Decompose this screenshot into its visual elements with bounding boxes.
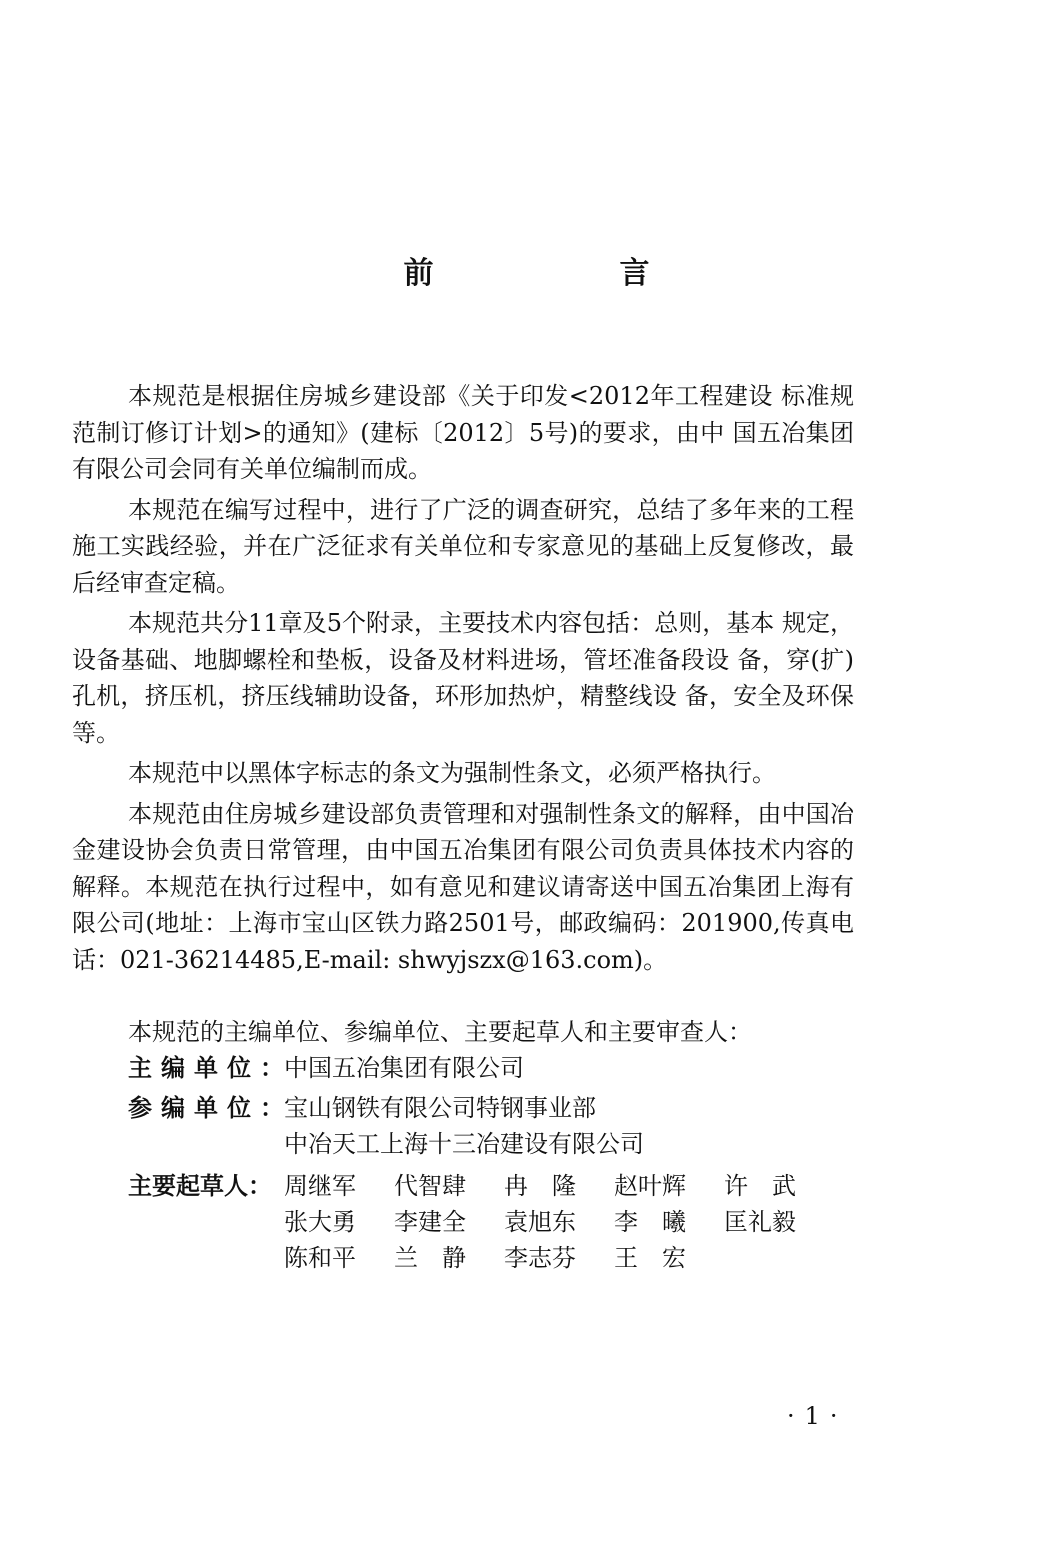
drafters-row: [128, 1168, 848, 1276]
participating-unit-row: [128, 1090, 848, 1126]
drafter-name: 周继军: [284, 1172, 356, 1200]
paragraph-1: 本规范是根据住房城乡建设部《关于印发<2012年工程建设 标准规范制订修订计划>的通知》(建标〔2012〕5号)的要求，由中 国五冶集团有限公司会同有关单位编制而成。: [72, 382, 854, 483]
drafter-name: 李志芬: [504, 1244, 576, 1272]
chief-unit-value: 中国五冶集团有限公司: [284, 1054, 524, 1082]
chief-unit-row: [128, 1050, 848, 1086]
drafter-name: 兰 静: [394, 1244, 466, 1272]
participating-unit-1: 宝山钢铁有限公司特钢事业部: [284, 1094, 596, 1122]
paragraph-3: 本规范共分11章及5个附录，主要技术内容包括：总则，基本 规定，设备基础、地脚螺栓和垫板，设备及材料进场，管坯准备段设 备，穿(扩)孔机，挤压机，挤压线辅助设备，环形加热炉，精整线设 备，安全及环保等。: [72, 609, 854, 747]
drafter-name: 李建全: [394, 1208, 466, 1236]
drafter-name: 王 宏: [614, 1244, 686, 1272]
drafter-name: 陈和平: [284, 1244, 356, 1272]
participating-unit-row-2: [128, 1126, 848, 1162]
page-title: 前 言: [403, 256, 728, 291]
paragraph-4: 本规范中以黑体字标志的条文为强制性条文，必须严格执行。: [128, 759, 776, 787]
drafter-name: 袁旭东: [504, 1208, 576, 1236]
page-number: ·1·: [787, 1402, 848, 1430]
drafter-name: 张大勇: [284, 1208, 356, 1236]
drafter-name: 冉 隆: [504, 1172, 576, 1200]
drafter-name: 代智肆: [394, 1172, 466, 1200]
participating-unit-label: 参编单位：: [128, 1094, 293, 1122]
drafter-name: 许 武: [724, 1172, 796, 1200]
credits-intro: 本规范的主编单位、参编单位、主要起草人和主要审查人：: [128, 1018, 752, 1046]
paragraph-5: 本规范由住房城乡建设部负责管理和对强制性条文的解释，由中国冶金建设协会负责日常管理，由中国五冶集团有限公司负责具体技术内容的解释。本规范在执行过程中，如有意见和建议请寄送中国五冶集团上海有限公司(地址：上海市宝山区铁力路2501号，邮政编码：201900,传真电话：021-36214485,E-mail: shwyjszx@163.com)。: [72, 799, 854, 974]
paragraph-2: 本规范在编写过程中，进行了广泛的调查研究，总结了多年来的工程施工实践经验，并在广泛征求有关单位和专家意见的基础上反复修改，最后经审查定稿。: [72, 495, 854, 597]
drafters-list: [284, 1168, 834, 1276]
drafters-label: 主要起草人：: [128, 1172, 272, 1200]
preface-body: [72, 378, 854, 978]
drafter-name: 李 曦: [614, 1208, 686, 1236]
participating-unit-2: 中冶天工上海十三冶建设有限公司: [284, 1130, 644, 1158]
drafter-name: 赵叶辉: [614, 1172, 686, 1200]
credits-section: [128, 1014, 848, 1276]
drafter-name: 匡礼毅: [724, 1208, 796, 1236]
chief-unit-label: 主编单位：: [128, 1054, 293, 1082]
